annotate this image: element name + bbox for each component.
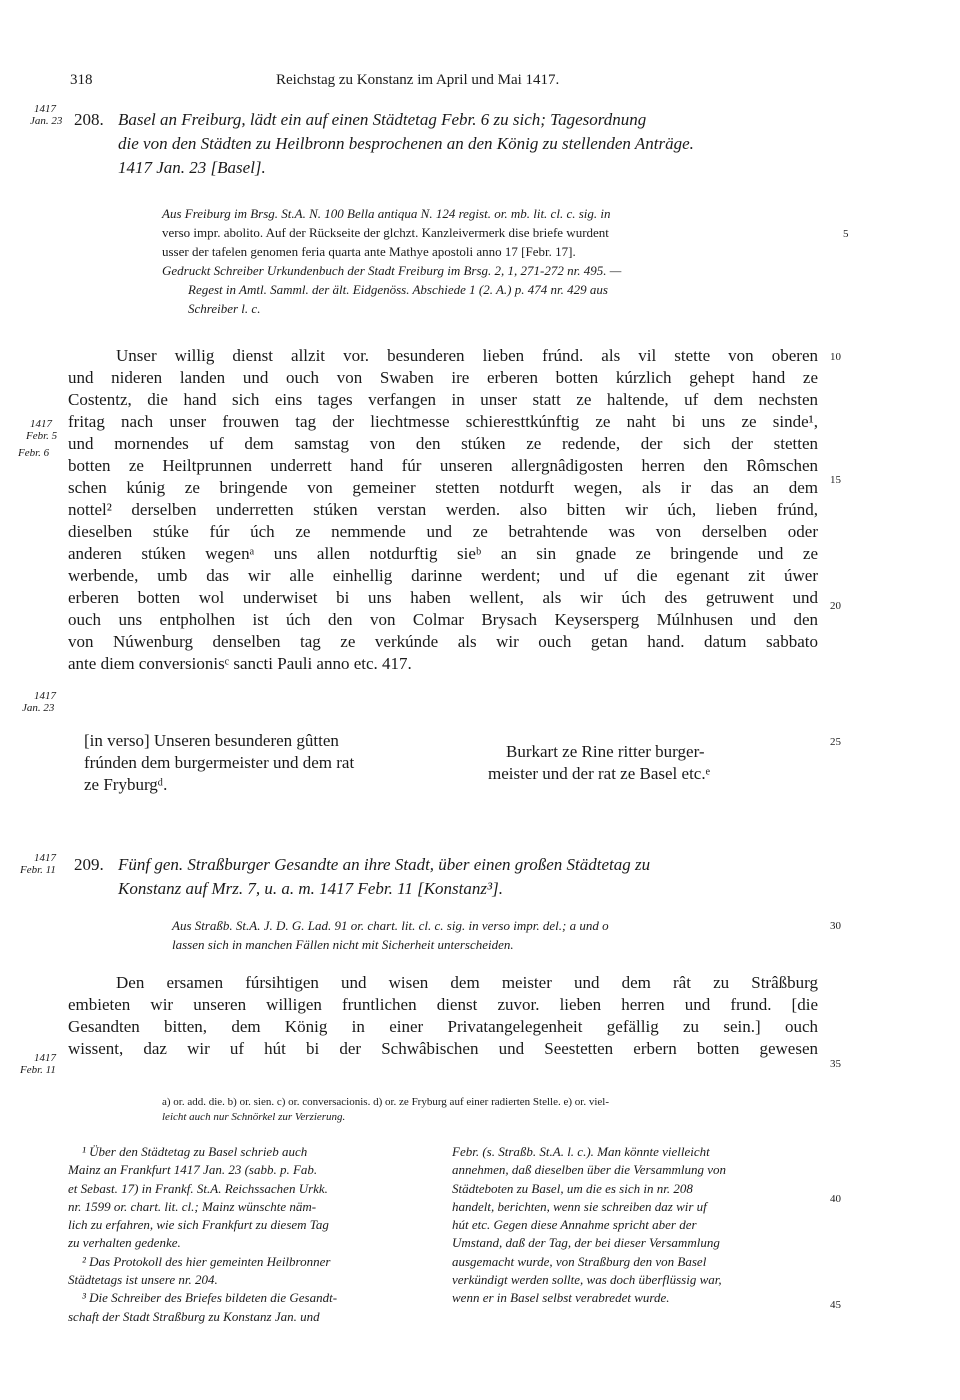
text-line: fritag nach unser frouwen tag der liechtmesse schieresttkúnftig ze naht bi uns ze sinde¹, [68,412,818,431]
footnotes-left: ¹ Über den Städtetag zu Basel schrieb auch Mainz an Frankfurt 1417 Jan. 23 (sabb. p. Fab. et Sebast. 17) in Frankf. St.A. Reichssachen Urkk. nr. 1599 or. chart. lit. cl.; Mainz wünschte näm- lich zu erfahren, wie sich Frankfurt zu diesem Tag zu verhalten gedenke. ² Das Protokoll des hier gemeinten Heilbronner Städtetags ist unsere nr. 204. ³ Die Schreiber des Briefes bildeten die Gesandt- schaft der Stadt Straßburg zu Konstanz Jan. und [68,1144,338,1324]
line-number: 45 [830,1299,841,1311]
margin-date-febr5: 1417 Febr. 5 [26,418,58,442]
page-number: 318 [70,72,93,88]
entry-number-209: 209. [74,855,104,874]
text-line: schen kúnig ze bringende von gemeiner stetten notdurft wegen, als ir das an dem [68,478,818,497]
text-line: embieten wir unseren willigen fruntlichen dienst zuvor. lieben herren und frund. [die [68,995,818,1014]
text-line: von Núwenburg denselben tag ze verkúnde als wir ouch getan hand. datum sabbato [68,632,818,651]
text-line: anderen stúken wegenᵃ uns allen notdurftig sieᵇ an sin gnade ze bringende und ze [68,544,818,563]
text-line: ante diem conversionisᶜ sancti Pauli anno etc. 417. [68,654,412,673]
margin-date-jan23: 1417 Jan. 23 [22,690,56,714]
line-number: 15 [830,474,841,486]
line-number: 5 [843,228,849,240]
entry-number-208: 208. [74,110,104,129]
address-left: [in verso] Unseren besunderen gûtten frúnden dem burgermeister und dem rat ze Fryburgᵈ. [84,731,355,794]
letter-text-208 [68,345,818,675]
line-number: 40 [830,1193,841,1205]
text-line: werbende, umb das wir alle einhellig darinne werdent; und uf die egenant zit úwer [68,566,818,585]
line-number: 20 [830,600,841,612]
line-number: 10 [830,351,841,363]
running-title: Reichstag zu Konstanz im April und Mai 1417. [276,72,560,88]
text-line: Den ersamen fúrsihtigen und wisen dem meister und dem rât zu Strâßburg [116,973,818,992]
text-line: ouch uns entpholhen ist úch den von Colmar Brysach Keysersperg Múlnhusen und den [68,610,818,629]
line-number: 30 [830,920,841,932]
text-line: dieselben stúke fúr úch ze nemmende und ze betrahtende was von derselben oder [68,522,818,541]
text-line: nottel² derselben underretten stúken verstan werden. also bitten wir úch, lieben frúnd, [68,500,818,519]
variant-notes: a) or. add. die. b) or. sien. c) or. conversacionis. d) or. ze Fryburg auf einer radierten Stelle. e) or. viel- leicht auch nur Schnörkel zur Verzierung. [162,1096,609,1123]
margin-date-208: 1417 Jan. 23 [30,103,63,127]
text-line: erberen botten wol underwiset bi uns haben wellent, als wir úch des getruwent und [68,588,818,607]
text-line: und mornendes uf dem samstag von den stúken ze redende, der sich der stetten [68,434,818,453]
footnotes-right: Febr. (s. Straßb. St.A. l. c.). Man könnte vielleicht annehmen, daß dieselben über die Versammlung von Städteboten zu Basel, um die es sich in nr. 208 handelt, berichten, wenn sie schreiben daz wir uf hút etc. Gegen diese Annahme spricht aber der Umstand, daß der Tag, der bei dieser Versammlung ausgemacht wurde, von Straßburg den von Basel verkündigt werden sollte, was doch überflüssig war, wenn er in Basel selbst verabredet wurde. [452,1144,727,1306]
line-number: 35 [830,1058,841,1070]
margin-date-febr6: Febr. 6 [18,447,50,459]
text-line: und nideren landen und ouch von Swaben ire erberen botten kúrzlich gehept hand ze [68,368,818,387]
text-line: Unser willig dienst allzit vor. besunderen lieben frúnd. als vil stette von oberen [116,346,818,365]
text-line: wissent, daz wir uf hút bi der Schwâbischen und Seestetten erbern botten gewesen [68,1039,818,1058]
text-line: Costentz, die hand sich eins tages verfangen in unser statt ze haltende, uf dem nechsten [68,390,818,409]
margin-date-209: 1417 Febr. 11 [20,852,56,876]
source-note-208: Aus Freiburg im Brsg. St.A. N. 100 Bella antiqua N. 124 regist. or. mb. lit. cl. c. sig. in verso impr. abolito. Auf der Rückseite der glchzt. Kanzleivermerk dise briefe wurdent usser der tafelen genomen feria quarta ante Mathye apostoli anno 17 [Febr. 17]. Gedruckt Schreiber Urkundenbuch der Stadt Freiburg im Brsg. 2, 1, 271-272 nr. 495. — Regest in Amtl. Samml. der ält. Eidgenöss. Abschiede 1 (2. A.) p. 474 nr. 429 aus Schreiber l. c. [162,206,622,316]
text-line: botten ze Heiltprunnen underrett hand fúr unseren allergnâdigosten herren den Rômschen [68,456,818,475]
entry-title-209: Fünf gen. Straßburger Gesandte an ihre Stadt, über einen großen Städtetag zu Konstanz auf Mrz. 7, u. a. m. 1417 Febr. 11 [Konstanz³]. [118,855,651,898]
text-line: Gesandten bitten, dem König in einer Privatangelegenheit gefällig zu sein.] ouch [68,1017,818,1036]
line-number: 25 [830,736,841,748]
source-note-209: Aus Straßb. St.A. J. D. G. Lad. 91 or. chart. lit. cl. c. sig. in verso impr. del.; a und o lassen sich in manchen Fällen nicht mit Sicherheit unterscheiden. [172,918,609,952]
letter-text-209 [68,972,818,1060]
address-right: Burkart ze Rine ritter burger- meister und der rat ze Basel etc.ᵉ [488,742,710,783]
entry-title-208: Basel an Freiburg, lädt ein auf einen Städtetag Febr. 6 zu sich; Tagesordnung die von den Städten zu Heilbronn besprochenen an den König zu stellenden Anträge. 1417 Jan. 23 [Basel]. [118,110,694,177]
margin-date-febr11: 1417 Febr. 11 [20,1052,56,1076]
